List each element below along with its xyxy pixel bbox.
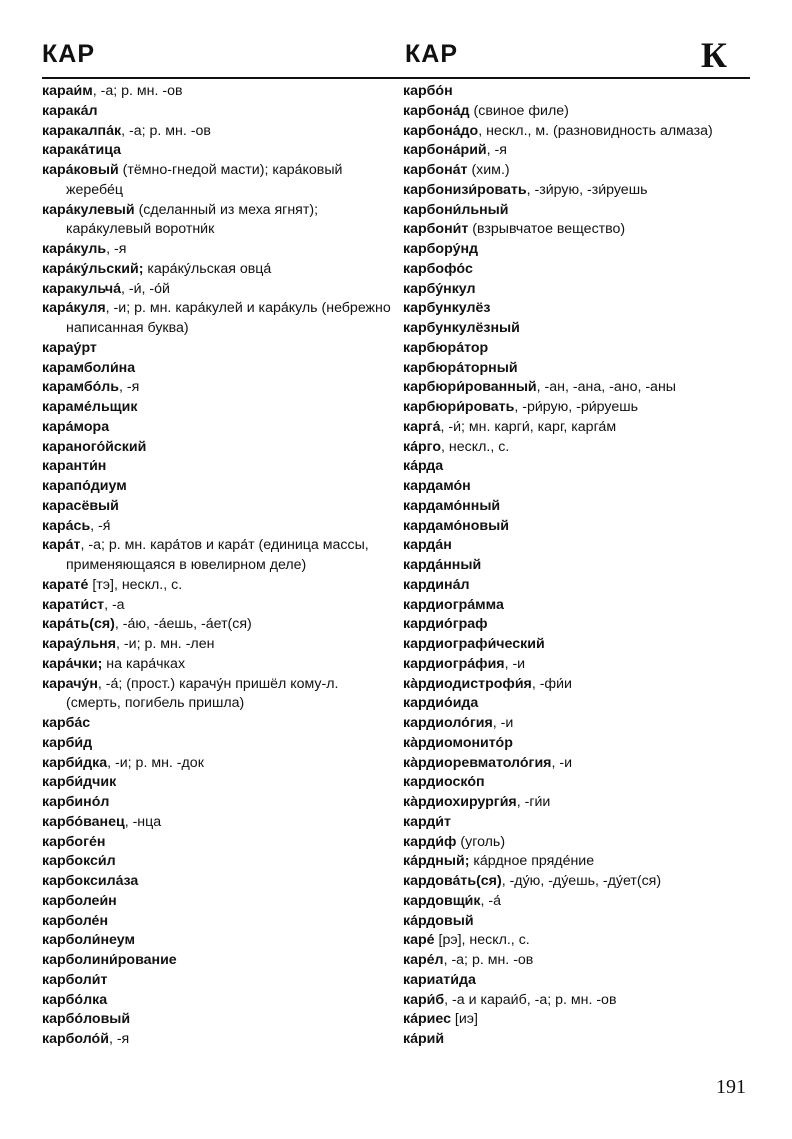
dictionary-entry	[403, 1030, 753, 1050]
dictionary-entry	[403, 102, 753, 122]
entry-definition: кара́ку́льская овца́	[143, 260, 272, 277]
entry-definition: на кара́чках	[102, 655, 186, 672]
entry-headword: кардина́л	[403, 576, 470, 593]
entry-headword: ка́рдовый	[403, 912, 474, 929]
entry-definition: , -ги́и	[516, 794, 551, 810]
entry-definition: , нескл., с.	[441, 438, 510, 455]
dictionary-entry	[42, 102, 394, 122]
entry-headword: карбюри́рованный	[403, 379, 537, 396]
entry-headword: кардио́граф	[403, 616, 488, 633]
entry-headword: карби́дчик	[42, 774, 117, 791]
left-column	[42, 82, 394, 1050]
entry-definition: , -я	[486, 142, 507, 159]
dictionary-entry	[42, 378, 394, 398]
entry-definition: , -и́; мн. карги́, карг, карга́м	[440, 418, 617, 435]
entry-headword: кара́куля	[42, 300, 106, 317]
entry-definition: , -ри́рую, -ри́руешь	[514, 399, 639, 415]
dictionary-entry	[42, 299, 394, 339]
dictionary-entry	[42, 951, 394, 971]
entry-headword: кариати́да	[403, 971, 476, 988]
dictionary-entry	[42, 398, 394, 418]
entry-headword: карбофо́с	[403, 260, 473, 277]
dictionary-entry	[403, 477, 753, 497]
dictionary-entry	[42, 675, 394, 715]
dictionary-entry	[403, 556, 753, 576]
entry-headword: кара́ть(ся)	[42, 616, 115, 633]
dictionary-entry	[403, 734, 753, 754]
dictionary-entry	[403, 201, 753, 221]
entry-headword: кардамо́новый	[403, 517, 509, 534]
dictionary-entry	[42, 536, 394, 576]
entry-headword: карби́д	[42, 734, 93, 751]
dictionary-entry	[42, 833, 394, 853]
entry-definition: , -ан, -ана, -ано, -аны	[536, 379, 676, 396]
entry-headword: кардио́ида	[403, 695, 479, 712]
entry-definition: ка́рдное пряде́ние	[469, 853, 595, 870]
dictionary-entry	[42, 477, 394, 497]
dictionary-entry	[403, 793, 753, 813]
entry-headword: карбоксила́за	[42, 873, 139, 889]
dictionary-entry	[42, 260, 394, 280]
entry-headword: карбона́до	[403, 122, 479, 139]
entry-headword: кара́ковый	[42, 162, 119, 178]
dictionary-entry	[42, 201, 394, 241]
entry-headword: карди́ф	[403, 833, 457, 850]
dictionary-entry	[403, 122, 753, 142]
dictionary-entry	[42, 280, 394, 300]
entry-headword: карболи́т	[42, 971, 108, 988]
entry-headword: карболе́н	[42, 912, 109, 929]
entry-headword: караи́м	[42, 83, 93, 99]
entry-definition: , -фи́и	[531, 675, 572, 692]
entry-headword: карбони́льный	[403, 201, 509, 218]
dictionary-entry	[403, 339, 753, 359]
running-head-left: КАР	[42, 40, 95, 68]
dictionary-entry	[42, 931, 394, 951]
entry-definition: (тёмно-гнедой масти); кара́ковый жеребе́ц	[66, 162, 343, 198]
entry-definition: , -нца	[124, 813, 162, 830]
dictionary-entry	[42, 240, 394, 260]
dictionary-entry	[42, 714, 394, 734]
dictionary-entry	[42, 517, 394, 537]
entry-definition: , -зи́рую, -зи́руешь	[526, 181, 648, 198]
header-rule	[42, 77, 750, 79]
dictionary-entry	[42, 1030, 394, 1050]
entry-definition: (уголь)	[456, 833, 506, 850]
entry-definition: , -и; р. мн. кара́кулей и кара́куль (небрежно написанная буква)	[66, 300, 391, 336]
entry-headword: карасёвый	[42, 497, 119, 514]
entry-headword: карбюра́тор	[403, 339, 489, 356]
dictionary-entry	[403, 161, 753, 181]
dictionary-entry	[403, 438, 753, 458]
dictionary-entry	[42, 991, 394, 1011]
dictionary-entry	[42, 635, 394, 655]
dictionary-entry	[42, 615, 394, 635]
entry-headword: карбино́л	[42, 794, 110, 810]
entry-headword: кардиогра́мма	[403, 596, 504, 613]
dictionary-entry	[42, 872, 394, 892]
dictionary-entry	[403, 536, 753, 556]
entry-headword: карака́л	[42, 102, 98, 119]
entry-headword: карбу́нкул	[403, 280, 476, 297]
dictionary-entry	[403, 773, 753, 793]
dictionary-entry	[403, 517, 753, 537]
entry-definition: , -я	[108, 1031, 130, 1047]
dictionary-entry	[403, 991, 753, 1011]
dictionary-entry	[403, 675, 753, 695]
entry-headword: карбона́рий	[403, 142, 487, 159]
entry-headword: карбюри́ровать	[403, 399, 515, 415]
dictionary-entry	[42, 82, 394, 102]
dictionary-entry	[403, 912, 753, 932]
entry-headword: карбокси́л	[42, 853, 116, 870]
entry-headword: кара́чки;	[42, 655, 103, 672]
dictionary-entry	[403, 714, 753, 734]
entry-headword: карбона́т	[403, 162, 468, 178]
dictionary-entry	[42, 655, 394, 675]
entry-headword: карболо́й	[42, 1031, 109, 1047]
entry-headword: кара́т	[42, 537, 81, 554]
entry-headword: карболини́рование	[42, 952, 177, 968]
dictionary-entry	[403, 833, 753, 853]
entry-headword: кардиографи́ческий	[403, 636, 545, 652]
entry-headword: карга́	[403, 418, 441, 435]
entry-definition: , -ду́ю, -ду́ешь, -ду́ет(ся)	[501, 873, 662, 889]
entry-headword: карате́	[42, 576, 89, 593]
dictionary-entry	[403, 931, 753, 951]
dictionary-entry	[403, 655, 753, 675]
entry-definition: , -а; р. мн. кара́тов и кара́т (единица массы, применяющаяся в ювелирном деле)	[66, 537, 369, 573]
dictionary-entry	[42, 971, 394, 991]
dictionary-entry	[403, 1010, 753, 1030]
dictionary-entry	[42, 1010, 394, 1030]
entry-headword: кардамо́н	[403, 478, 471, 494]
entry-headword: кардова́ть(ся)	[403, 873, 502, 889]
entry-definition: , -и́, -о́й	[120, 280, 170, 297]
entry-headword: кара́куль	[42, 241, 107, 257]
entry-headword: ка́рий	[403, 1031, 445, 1047]
dictionary-entry	[403, 596, 753, 616]
entry-headword: карбонизи́ровать	[403, 181, 527, 198]
entry-headword: карбо́н	[403, 83, 453, 99]
entry-headword: ка̀рдиодистрофи́я	[403, 675, 532, 692]
dictionary-entry	[403, 813, 753, 833]
dictionary-entry	[403, 359, 753, 379]
entry-definition: , -а́ю, -а́ешь, -а́ет(ся)	[114, 616, 252, 633]
entry-definition: (сделанный из меха ягнят); кара́кулевый воротни́к	[66, 201, 319, 238]
entry-headword: карбункулёз	[403, 300, 491, 317]
entry-headword: карба́с	[42, 715, 91, 731]
dictionary-entry	[42, 754, 394, 774]
dictionary-entry	[42, 852, 394, 872]
entry-headword: кардиоло́гия	[403, 715, 493, 731]
entry-headword: карамболи́на	[42, 359, 136, 376]
entry-definition: , -а; р. мн. -ов	[121, 122, 211, 139]
entry-headword: карати́ст	[42, 596, 105, 613]
entry-headword: караного́йский	[42, 438, 147, 455]
entry-definition: (хим.)	[467, 162, 510, 178]
entry-headword: каракалпа́к	[42, 122, 122, 139]
entry-definition: , -я	[119, 379, 140, 396]
entry-headword: кара́кулевый	[42, 201, 135, 218]
entry-definition: , -а; р. мн. -ов	[92, 83, 183, 99]
entry-definition: , -а́	[480, 892, 501, 909]
dictionary-entry	[403, 240, 753, 260]
entry-definition: , -а́; (прост.) карачу́н пришёл кому-л. (смерть, погибель пришла)	[66, 675, 339, 712]
entry-headword: карда́нный	[403, 557, 482, 573]
entry-definition: , -и	[551, 754, 573, 771]
dictionary-entry	[42, 339, 394, 359]
dictionary-entry	[42, 734, 394, 754]
entry-headword: кардовщи́к	[403, 892, 481, 909]
dictionary-entry	[403, 754, 753, 774]
entry-headword: карбо́ловый	[42, 1011, 131, 1028]
dictionary-entry	[403, 872, 753, 892]
entry-headword: карбору́нд	[403, 241, 479, 257]
entry-headword: ка́рдный;	[403, 853, 470, 870]
dictionary-entry	[403, 694, 753, 714]
dictionary-entry	[403, 299, 753, 319]
section-letter: К	[700, 35, 728, 75]
entry-headword: карди́т	[403, 813, 451, 830]
dictionary-entry	[403, 280, 753, 300]
entry-headword: карачу́н	[42, 675, 98, 692]
entry-definition: [иэ]	[450, 1011, 478, 1028]
entry-headword: ка́рда	[403, 458, 444, 475]
entry-headword: каракульча́	[42, 280, 121, 297]
entry-definition: , -и; р. мн. -лен	[116, 636, 215, 652]
dictionary-entry	[42, 141, 394, 161]
entry-headword: кардиоско́п	[403, 774, 485, 791]
entry-definition: , -а; р. мн. -ов	[443, 952, 534, 968]
entry-headword: кара́мора	[42, 418, 110, 435]
dictionary-entry	[42, 892, 394, 912]
entry-headword: каре́л	[403, 952, 444, 968]
entry-headword: карамбо́ль	[42, 379, 120, 396]
dictionary-entry	[403, 82, 753, 102]
dictionary-entry	[403, 181, 753, 201]
dictionary-entry	[42, 457, 394, 477]
entry-definition: , -я́	[90, 517, 111, 534]
dictionary-entry	[42, 161, 394, 201]
entry-headword: карбункулёзный	[403, 320, 520, 336]
entry-headword: кари́б	[403, 991, 445, 1008]
entry-headword: карболи́неум	[42, 932, 135, 949]
dictionary-entry	[42, 813, 394, 833]
dictionary-entry	[403, 398, 753, 418]
right-column	[403, 82, 753, 1050]
dictionary-entry	[403, 615, 753, 635]
entry-headword: карби́дка	[42, 754, 108, 771]
entry-headword: кара́сь	[42, 517, 91, 534]
dictionary-entry	[42, 912, 394, 932]
entry-definition: , -и	[492, 715, 514, 731]
entry-headword: ка̀рдиохирурги́я	[403, 794, 517, 810]
entry-headword: кардамо́нный	[403, 497, 501, 514]
dictionary-entry	[403, 892, 753, 912]
running-head-middle: КАР	[405, 40, 458, 68]
entry-definition: , -и; р. мн. -док	[107, 754, 204, 771]
entry-headword: ка́рго	[403, 438, 442, 455]
entry-headword: карда́н	[403, 537, 452, 554]
dictionary-entry	[42, 576, 394, 596]
dictionary-entry	[403, 457, 753, 477]
entry-headword: карау́льня	[42, 636, 117, 652]
entry-headword: ка̀рдиомонито́р	[403, 734, 513, 751]
entry-definition: [тэ], нескл., с.	[88, 576, 183, 593]
entry-definition: , -а и караи́б, -а; р. мн. -ов	[444, 991, 617, 1008]
dictionary-entry	[42, 497, 394, 517]
entry-definition: , -я	[106, 241, 127, 257]
entry-headword: карбюра́торный	[403, 359, 518, 376]
entry-definition: [рэ], нескл., с.	[434, 932, 530, 949]
entry-headword: каранти́н	[42, 458, 107, 475]
dictionary-entry	[403, 635, 753, 655]
dictionary-entry	[403, 260, 753, 280]
entry-definition: (свиное филе)	[469, 102, 569, 119]
dictionary-entry	[42, 122, 394, 142]
dictionary-entry	[403, 576, 753, 596]
dictionary-entry	[403, 319, 753, 339]
dictionary-entry	[403, 971, 753, 991]
dictionary-entry	[42, 359, 394, 379]
dictionary-entry	[403, 951, 753, 971]
entry-definition: , нескл., м. (разновидность алмаза)	[478, 122, 713, 139]
entry-headword: карбо́лка	[42, 991, 108, 1008]
entry-headword: карбона́д	[403, 102, 470, 119]
entry-headword: каре́	[403, 932, 435, 949]
entry-headword: карака́тица	[42, 142, 121, 159]
entry-headword: карау́рт	[42, 339, 97, 356]
entry-definition: (взрывчатое вещество)	[468, 221, 626, 238]
entry-definition: , -и	[504, 655, 526, 672]
dictionary-entry	[403, 852, 753, 872]
entry-headword: карапо́диум	[42, 478, 127, 494]
entry-headword: кара́ку́льский;	[42, 260, 144, 277]
dictionary-entry	[403, 220, 753, 240]
dictionary-entry	[403, 378, 753, 398]
dictionary-entry	[42, 773, 394, 793]
entry-headword: карбони́т	[403, 221, 469, 238]
entry-headword: караме́льщик	[42, 399, 138, 415]
dictionary-entry	[42, 793, 394, 813]
page-number: 191	[716, 1076, 746, 1098]
dictionary-entry	[403, 418, 753, 438]
dictionary-entry	[42, 418, 394, 438]
entry-headword: карбо́ванец	[42, 813, 125, 830]
dictionary-entry	[403, 497, 753, 517]
dictionary-entry	[403, 141, 753, 161]
entry-headword: ка̀рдиоревматоло́гия	[403, 754, 552, 771]
entry-headword: карбоге́н	[42, 833, 106, 850]
entry-headword: карболеи́н	[42, 892, 117, 909]
entry-headword: кардиогра́фия	[403, 655, 505, 672]
entry-definition: , -а	[104, 596, 125, 613]
entry-headword: ка́риес	[403, 1011, 451, 1028]
dictionary-entry	[42, 596, 394, 616]
dictionary-entry	[42, 438, 394, 458]
